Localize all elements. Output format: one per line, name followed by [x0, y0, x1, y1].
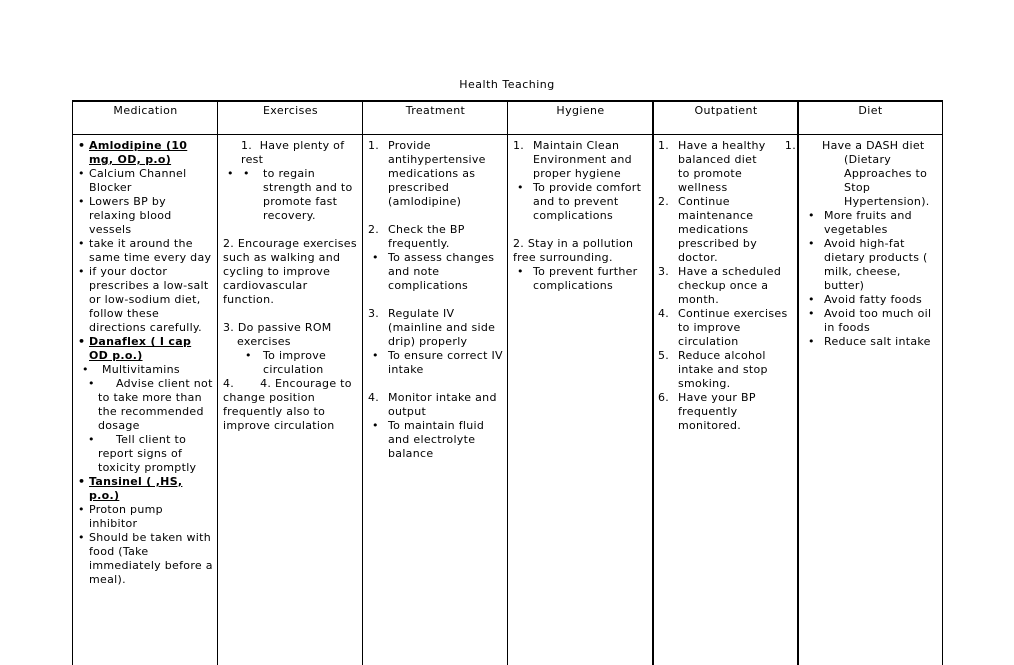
- list-item: 2. Continue maintenance medications prescribed by doctor.: [658, 195, 758, 264]
- column-exercises: [217, 102, 363, 665]
- header-treatment: Treatment: [363, 102, 508, 135]
- list-item: • More fruits and vegetables: [804, 209, 938, 237]
- med-amlodipine: • Amlodipine (10 mg, OD, p.o): [78, 139, 214, 167]
- list-item: • Tell client to report signs of toxicity promptly: [88, 433, 197, 474]
- list-item: 4. Continue exercises to improve circulation: [658, 307, 788, 348]
- list-item: • Avoid too much oil in foods: [804, 307, 938, 335]
- column-treatment: [362, 102, 508, 665]
- list-item: 1. Provide antihypertensive medications as prescribed (amlodipine): [368, 139, 486, 208]
- list-item: • Proton pump inhibitor: [78, 503, 214, 531]
- list-item: • To provide comfort and to prevent complications: [513, 181, 649, 223]
- header-hygiene: Hygiene: [508, 102, 653, 135]
- list-item: 2. Stay in a pollution free surrounding.: [513, 237, 634, 264]
- list-item: Have a DASH diet: [822, 139, 925, 152]
- list-item: • if your doctor prescribes a low-salt or low-sodium diet, follow these directions carefully.: [78, 265, 214, 335]
- list-item: 5. Reduce alcohol intake and stop smoking.: [658, 349, 768, 390]
- list-item: 3. Regulate IV (mainline and side drip) properly: [368, 307, 496, 348]
- list-item: • Should be taken with food (Take immediately before a meal).: [78, 531, 214, 587]
- list-item: • To improve circulation: [245, 349, 327, 376]
- header-exercises: Exercises: [218, 102, 363, 135]
- list-item: • To ensure correct IV intake: [368, 349, 504, 377]
- med-tansinel: • Tansinel ( ,HS, p.o.): [78, 475, 214, 503]
- list-item: • • to regain strength and to promote fast recovery.: [223, 167, 359, 223]
- header-medication: Medication: [73, 102, 218, 135]
- list-item: 4. Monitor intake and output: [368, 391, 497, 418]
- list-item: • Multivitamins: [78, 363, 214, 377]
- list-item: • Calcium Channel Blocker: [78, 167, 214, 195]
- list-item: • To maintain fluid and electrolyte balance: [368, 419, 504, 461]
- column-outpatient: [652, 102, 798, 665]
- list-item: 1. Have a healthy balanced diet to promote wellness: [658, 139, 766, 194]
- header-outpatient: Outpatient: [654, 102, 798, 135]
- column-diet: [797, 102, 943, 665]
- list-item: • Avoid high-fat dietary products ( milk, cheese, butter): [804, 237, 938, 293]
- list-item: • To prevent further complications: [513, 265, 649, 293]
- health-teaching-table: [72, 100, 943, 663]
- list-item: • To assess changes and note complications: [368, 251, 504, 293]
- header-diet: Diet: [799, 102, 942, 135]
- med-danaflex: • Danaflex ( I cap OD p.o.): [78, 335, 214, 363]
- list-item: (Dietary Approaches to Stop Hypertension).: [844, 153, 930, 208]
- list-item: • take it around the same time every day: [78, 237, 214, 265]
- list-item: 2. Check the BP frequently.: [368, 223, 465, 250]
- list-item: 2. Encourage exercises such as walking and cycling to improve cardiovascular function.: [223, 237, 357, 306]
- list-item: • Reduce salt intake: [804, 335, 938, 349]
- page-title: Health Teaching: [459, 78, 555, 91]
- list-item: • Lowers BP by relaxing blood vessels: [78, 195, 214, 237]
- list-item: • Advise client not to take more than the recommended dosage: [88, 377, 213, 432]
- list-item: • Avoid fatty foods: [804, 293, 938, 307]
- column-medication: [72, 102, 218, 665]
- list-item: 3. Have a scheduled checkup once a month.: [658, 265, 782, 306]
- column-hygiene: [507, 102, 653, 665]
- list-item: 1. Maintain Clean Environment and proper hygiene: [513, 139, 632, 180]
- list-item: 6. Have your BP frequently monitored.: [658, 391, 756, 432]
- stray-number: 1.: [784, 139, 796, 152]
- list-item: 3. Do passive ROM exercises: [223, 321, 332, 348]
- list-item: 1. Have plenty of rest: [241, 139, 345, 166]
- list-item: 4. 4. Encourage to change position frequently also to improve circulation: [223, 377, 352, 432]
